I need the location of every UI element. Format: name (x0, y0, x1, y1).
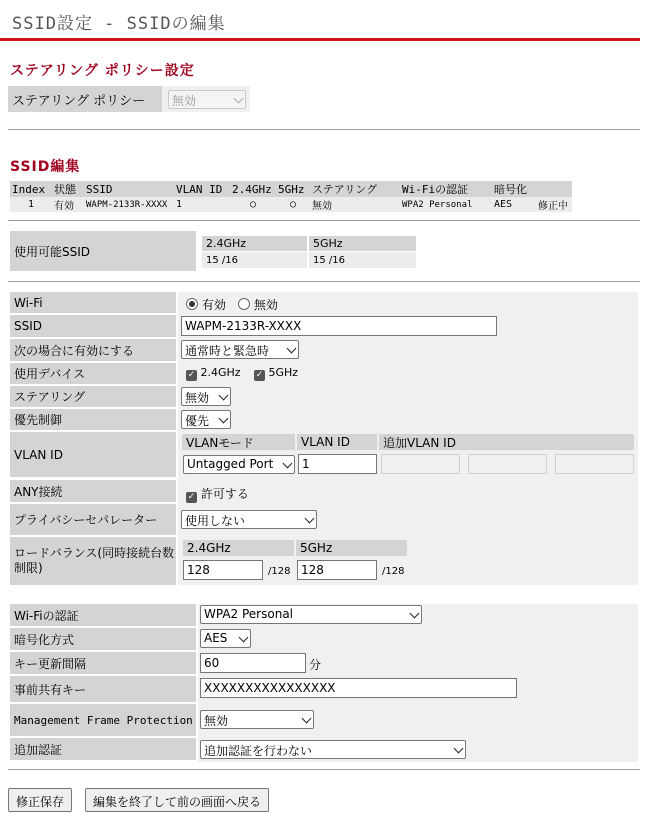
divider (8, 129, 640, 130)
cell-24ghz: ○ (249, 199, 257, 210)
extra-vlan-input-2[interactable] (468, 454, 547, 474)
steering-policy-heading: ステアリング ポリシー設定 (10, 63, 195, 79)
ssid-input[interactable]: WAPM-2133R-XXXX (181, 316, 497, 336)
col-steering: ステアリング (312, 183, 378, 196)
check-icon: ✓ (255, 370, 264, 380)
cell-vlan: 1 (176, 199, 183, 210)
page-title: SSID設定 - SSIDの編集 (12, 14, 226, 34)
cell-5ghz: ○ (289, 199, 297, 210)
loadbalance-24-input[interactable]: 128 (183, 560, 263, 580)
col-ssid: SSID (86, 182, 113, 196)
vlan-mode-header: VLANモード (182, 434, 295, 450)
col-index: Index (12, 182, 46, 196)
cell-wifi-auth: WPA2 Personal (402, 199, 473, 210)
ssid-label: SSID (10, 315, 176, 337)
loadbalance-24-max: /128 (268, 566, 291, 577)
divider (8, 281, 640, 282)
extra-vlan-header: 追加VLAN ID (379, 434, 634, 450)
save-button[interactable]: 修正保存 (8, 788, 72, 812)
back-button[interactable]: 編集を終了して前の画面へ戻る (85, 788, 269, 812)
key-renewal-unit: 分 (309, 658, 322, 672)
wifi-off-radio[interactable]: 無効 (238, 296, 278, 313)
wifi-auth-label: Wi-Fiの認証 (10, 604, 196, 626)
priority-select[interactable]: 優先 (181, 410, 231, 429)
priority-label: 優先制御 (10, 409, 176, 430)
steering-policy-select[interactable]: 無効 (168, 90, 246, 109)
enable-when-label: 次の場合に有効にする (10, 339, 176, 361)
cell-ssid: WAPM-2133R-XXXX (86, 199, 168, 210)
extra-vlan-input-1[interactable] (381, 454, 460, 474)
wifi-auth-select[interactable]: WPA2 Personal (200, 605, 422, 624)
col-24ghz: 2.4GHz (232, 182, 272, 196)
loadbalance-5-input[interactable]: 128 (297, 560, 377, 580)
devices-label: 使用デバイス (10, 363, 176, 384)
enable-when-select[interactable]: 通常時と緊急時 (181, 340, 299, 359)
vlan-label: VLAN ID (10, 432, 176, 477)
loadbalance-5-max: /128 (382, 566, 405, 577)
check-icon: ✓ (187, 492, 196, 502)
steering-policy-label: ステアリング ポリシー (8, 86, 162, 112)
any-label: ANY接続 (10, 480, 176, 502)
cell-action: 修正中 (538, 201, 568, 212)
key-renewal-input[interactable]: 60 (200, 653, 306, 673)
wifi-label: Wi-Fi (10, 292, 176, 313)
ssid-table-header (10, 181, 572, 197)
key-renewal-label: キー更新間隔 (10, 652, 196, 674)
radio-on-icon (186, 298, 198, 310)
ssid-table (10, 181, 572, 212)
available-24-header: 2.4GHz (202, 236, 307, 251)
check-icon: ✓ (187, 370, 196, 380)
psk-input[interactable]: XXXXXXXXXXXXXXXX (200, 678, 517, 698)
device-5-checkbox[interactable]: ✓ 5GHz (255, 366, 299, 380)
cell-status: 有効 (54, 201, 74, 212)
table-row[interactable] (10, 197, 572, 212)
vlan-id-header: VLAN ID (297, 434, 377, 450)
privacy-select[interactable]: 使用しない (181, 510, 317, 529)
cell-steering: 無効 (312, 201, 332, 212)
loadbalance-label: ロードバランス(同時接続台数制限) (10, 537, 176, 585)
encryption-select[interactable]: AES (200, 629, 251, 648)
psk-label: 事前共有キー (10, 676, 196, 702)
device-24-checkbox[interactable]: ✓ 2.4GHz (187, 366, 241, 380)
col-vlan: VLAN ID (176, 182, 223, 196)
available-ssid-label: 使用可能SSID (10, 231, 196, 271)
ssid-edit-heading: SSID編集 (10, 159, 81, 175)
wifi-on-radio[interactable]: 有効 (186, 296, 226, 313)
col-status: 状態 (54, 183, 76, 196)
available-5-value: 15 /16 (309, 252, 416, 268)
available-5-header: 5GHz (309, 236, 416, 251)
encryption-label: 暗号化方式 (10, 628, 196, 650)
col-action (536, 181, 572, 197)
any-allow-checkbox[interactable]: ✓ 許可する (187, 487, 249, 502)
mfp-select[interactable]: 無効 (200, 710, 314, 729)
divider (8, 769, 640, 770)
privacy-label: プライバシーセパレーター (10, 504, 176, 535)
loadbalance-24-header: 2.4GHz (183, 540, 294, 556)
extra-auth-label: 追加認証 (10, 738, 196, 760)
title-bar (0, 0, 640, 41)
loadbalance-5-header: 5GHz (296, 540, 407, 556)
col-encryption: 暗号化 (494, 183, 527, 196)
mfp-label: Management Frame Protection (10, 704, 196, 736)
extra-vlan-input-3[interactable] (555, 454, 634, 474)
col-wifi-auth: Wi-Fiの認証 (402, 183, 469, 196)
divider (8, 220, 640, 221)
radio-off-icon (238, 298, 250, 310)
cell-encryption: AES (494, 199, 513, 210)
steering-select[interactable]: 無効 (181, 387, 231, 406)
steering-label: ステアリング (10, 386, 176, 407)
cell-index: 1 (27, 199, 35, 210)
vlan-id-input[interactable]: 1 (298, 454, 377, 474)
extra-auth-select[interactable]: 追加認証を行わない (200, 740, 466, 759)
col-5ghz: 5GHz (278, 182, 305, 196)
available-24-value: 15 /16 (202, 252, 307, 268)
vlan-mode-select[interactable]: Untagged Port (183, 455, 295, 474)
